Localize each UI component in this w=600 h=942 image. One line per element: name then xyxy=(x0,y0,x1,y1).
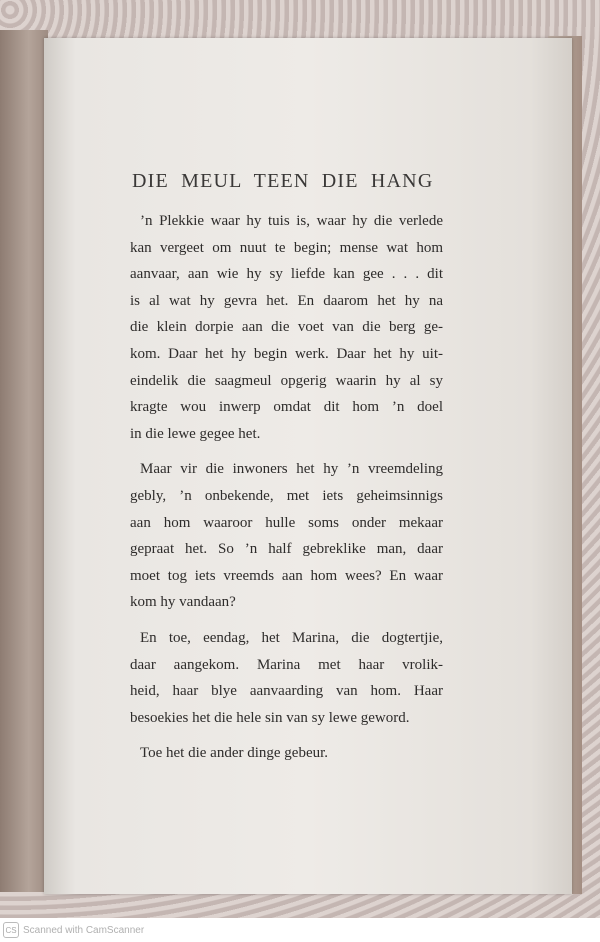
text-line: heid, haar blye aanvaarding van hom. Haar xyxy=(130,683,443,700)
text-line: En toe, eendag, het Marina, die dogtertjie, xyxy=(140,629,443,646)
paragraph xyxy=(130,208,443,447)
text-line: aan hom waaroor hulle soms onder mekaar xyxy=(130,514,443,531)
text-line: ’n Plekkie waar hy tuis is, waar hy die verlede xyxy=(140,213,443,229)
footer-text: Scanned with CamScanner xyxy=(23,924,145,936)
text-line: daar aangekom. Marina met haar vrolik- xyxy=(130,656,443,673)
text-line: eindelik die saagmeul opgerig waarin hy al sy xyxy=(130,372,443,389)
text-line: in die lewe gegee het. xyxy=(130,425,261,442)
text-line: is al wat hy gevra het. En daarom het hy na xyxy=(130,292,443,309)
body-text xyxy=(130,208,443,767)
text-line: moet tog iets vreemds aan hom wees? En waar xyxy=(130,567,443,584)
text-line: gebly, ’n onbekende, met iets geheimsinnigs xyxy=(130,487,443,504)
paragraph xyxy=(130,456,443,616)
camscanner-logo-icon: CS xyxy=(3,922,19,938)
text-line: gepraat het. So ’n half gebreklike man, daar xyxy=(130,541,443,558)
text-line: besoekies het die hele sin van sy lewe geword. xyxy=(130,709,410,726)
book-cover-left xyxy=(0,30,48,892)
chapter-title: DIE MEUL TEEN DIE HANG xyxy=(132,170,434,192)
text-line: Toe het die ander dinge gebeur. xyxy=(140,745,329,762)
text-line: Maar vir die inwoners het hy ’n vreemdeling xyxy=(140,461,443,478)
text-line: kragte wou inwerp omdat dit hom ’n doel xyxy=(130,399,443,416)
text-line: kom hy vandaan? xyxy=(130,594,236,611)
text-line: kan vergeet om nuut te begin; mense wat hom xyxy=(130,239,443,256)
text-line: aanvaar, aan wie hy sy liefde kan gee . . . dit xyxy=(130,266,443,283)
paragraph xyxy=(130,625,443,731)
paragraph xyxy=(130,740,443,767)
scanner-footer xyxy=(0,918,600,942)
text-line: kom. Daar het hy begin werk. Daar het hy uit- xyxy=(130,345,443,362)
text-line: die klein dorpie aan die voet van die berg ge- xyxy=(130,319,443,336)
